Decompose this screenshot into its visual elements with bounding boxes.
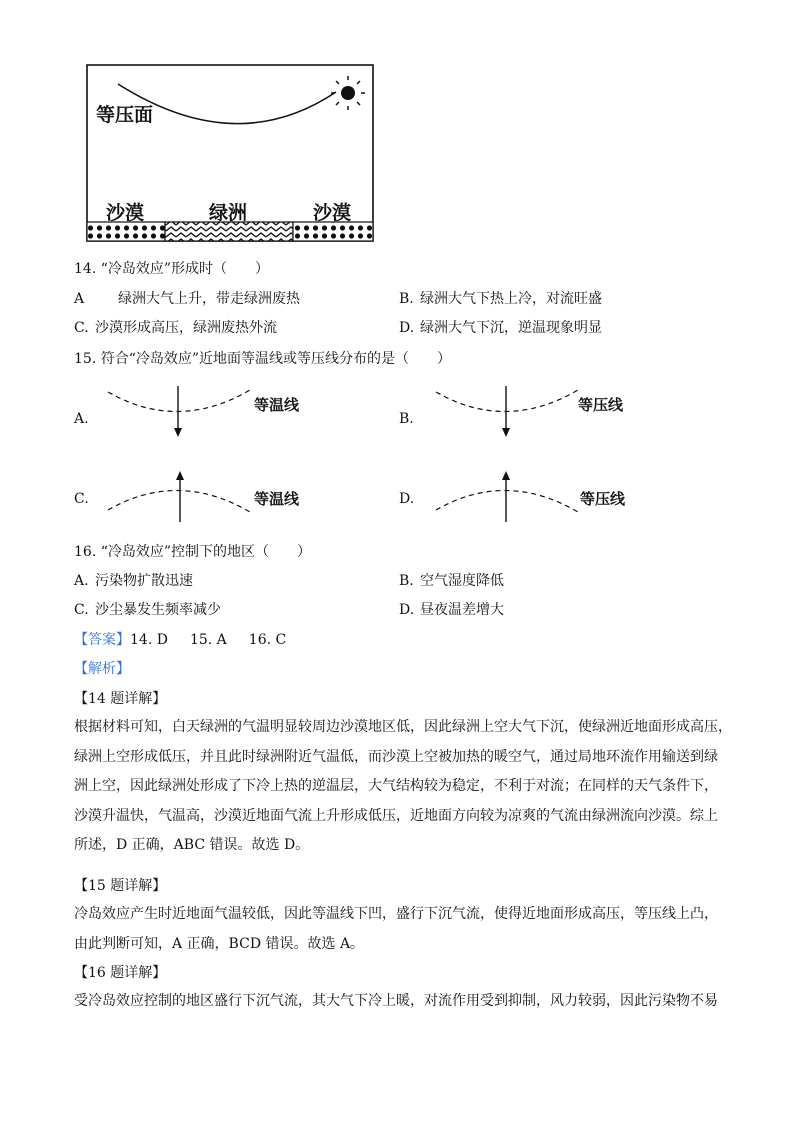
q14-option-c: 沙漠形成高压，绿洲废热外流 <box>95 320 277 336</box>
answer-15: 15. A <box>189 632 227 648</box>
answer-16: 16. C <box>248 632 287 648</box>
q15-option-c-figure <box>100 466 260 524</box>
answer-tag: 【答案】 <box>74 632 130 648</box>
detail15-heading: 【15 题详解】 <box>74 878 167 894</box>
q16-option-d-letter: D. <box>399 602 415 618</box>
q16-option-d: 昼夜温差增大 <box>420 602 504 618</box>
detail14-line: 所述，D 正确，ABC 错误。故选 D。 <box>74 837 310 853</box>
desert-label-left: 沙漠 <box>106 202 145 224</box>
q15-option-d-letter: D. <box>399 491 415 507</box>
q14-option-d-letter: D. <box>399 320 415 336</box>
q15-option-b-letter: B. <box>399 411 414 427</box>
q14-stem: 14. “冷岛效应”形成时（ ） <box>74 261 270 277</box>
detail14-line: 绿洲上空形成低压，并且此时绿洲附近气温低，而沙漠上空被加热的暖空气，通过局地环流作用输送到绿 <box>74 748 718 765</box>
answer-14: 14. D <box>130 632 168 648</box>
q14-option-b-letter: B. <box>399 291 414 307</box>
answer-row <box>74 631 286 649</box>
q15-option-d-label: 等压线 <box>580 490 626 508</box>
q14-option-c-letter: C. <box>74 320 89 336</box>
q14-option-a-letter: A <box>74 291 85 307</box>
detail14-line: 沙漠升温快，气温高，沙漠近地面气流上升形成低压，近地面方向较为凉爽的气流由绿洲流向沙漠。综上 <box>74 807 718 824</box>
q15-option-a-label: 等温线 <box>254 396 300 414</box>
q15-option-a-figure <box>100 384 260 442</box>
q16-option-c-letter: C. <box>74 602 89 618</box>
detail15-line: 由此判断可知，A 正确，BCD 错误。故选 A。 <box>74 935 365 952</box>
q15-option-b-label: 等压线 <box>578 396 624 414</box>
q15-option-a-letter: A. <box>74 411 89 427</box>
oasis-diagram <box>86 64 374 242</box>
isobar-label: 等压面 <box>96 104 154 126</box>
analysis-tag: 【解析】 <box>74 661 130 677</box>
q16-option-b-letter: B. <box>399 573 414 589</box>
q16-option-a: 污染物扩散迅速 <box>95 573 193 589</box>
q15-option-c-letter: C. <box>74 491 89 507</box>
detail14-heading: 【14 题详解】 <box>74 691 167 707</box>
q14-option-a: 绿洲大气上升，带走绿洲废热 <box>118 291 300 307</box>
q15-option-b-figure <box>428 384 588 442</box>
detail15-line: 冷岛效应产生时近地面气温较低，因此等温线下凹，盛行下沉气流，使得近地面形成高压，等压线上凸， <box>74 906 718 922</box>
detail14-body <box>74 713 794 861</box>
detail16-heading: 【16 题详解】 <box>74 965 167 981</box>
oasis-label: 绿洲 <box>209 202 248 224</box>
detail16-body <box>74 987 794 1017</box>
q16-option-b: 空气湿度降低 <box>420 573 504 589</box>
q15-option-c-label: 等温线 <box>254 490 300 508</box>
q16-option-c: 沙尘暴发生频率减少 <box>95 602 221 618</box>
q15-option-d-figure <box>428 466 588 524</box>
q15-stem: 15. 符合“冷岛效应”近地面等温线或等压线分布的是（ ） <box>74 351 452 367</box>
q14-option-d: 绿洲大气下沉，逆温现象明显 <box>420 320 602 336</box>
q16-option-a-letter: A. <box>74 573 89 589</box>
detail16-line: 受冷岛效应控制的地区盛行下沉气流，其大气下冷上暖，对流作用受到抑制，风力较弱，因此污染物不易 <box>74 993 718 1009</box>
detail14-line: 根据材料可知，白天绿洲的气温明显较周边沙漠地区低，因此绿洲上空大气下沉，使绿洲近地面形成高压， <box>74 719 732 735</box>
q14-option-b: 绿洲大气下热上冷，对流旺盛 <box>420 291 602 307</box>
q16-stem: 16. “冷岛效应”控制下的地区（ ） <box>74 544 312 560</box>
detail15-body <box>74 900 794 959</box>
detail14-line: 洲上空，因此绿洲处形成了下冷上热的逆温层，大气结构较为稳定，不利于对流；在同样的天气条件下， <box>74 778 718 794</box>
desert-label-right: 沙漠 <box>313 202 352 224</box>
